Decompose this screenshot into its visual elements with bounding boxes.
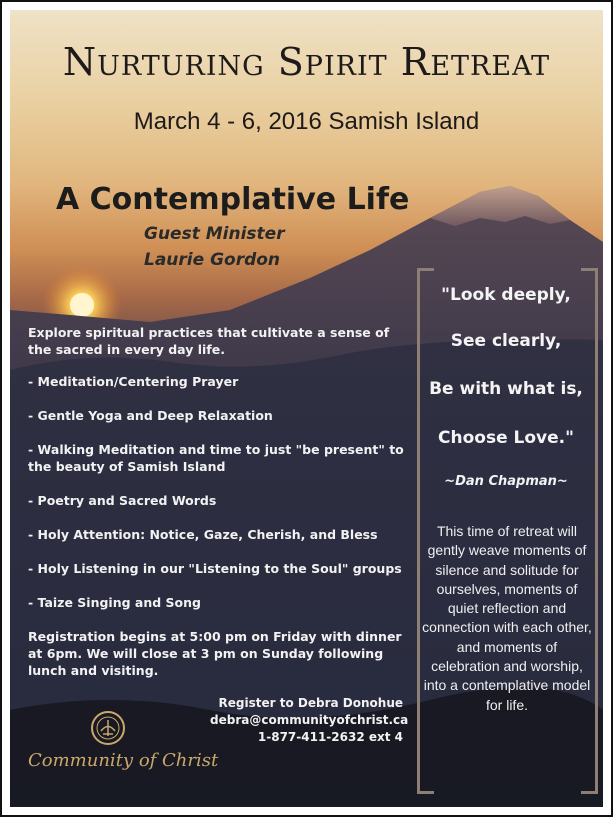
quote-line: "Look deeply, <box>441 285 571 305</box>
quote-line: See clearly, <box>450 331 562 351</box>
sun <box>70 293 94 317</box>
practice-item: - Gentle Yoga and Deep Relaxation <box>28 408 273 423</box>
retreat-poster <box>10 10 603 807</box>
practice-item: - Meditation/Centering Prayer <box>28 374 239 389</box>
register-contact <box>210 695 409 746</box>
guest-name: Laurie Gordon <box>144 250 281 270</box>
poster-heading: A Contemplative Life <box>56 182 410 217</box>
register-email: debra@communityofchrist.ca <box>210 713 409 727</box>
practice-item: - Walking Meditation and time to just "be present" to the beauty of Samish Island <box>28 442 404 474</box>
community-of-christ-seal-icon <box>90 710 126 746</box>
quote-line: Be with what is, <box>429 379 583 399</box>
quote-author: ~Dan Chapman~ <box>444 474 568 489</box>
guest-role: Guest Minister <box>144 224 285 244</box>
intro-text: Explore spiritual practices that cultivate a sense of the sacred in every day life. <box>28 325 390 357</box>
practice-item: - Holy Attention: Notice, Gaze, Cherish, and Bless <box>28 527 378 542</box>
community-of-christ-logo: Community of Christ <box>28 750 219 771</box>
registration-info: Registration begins at 5:00 pm on Friday with dinner at 6pm. We will close at 3 pm on Sunday following lunch and visiting. <box>28 629 402 678</box>
retreat-description: This time of retreat will gently weave moments of silence and solitude for ourselves, moments of quiet reflection and connection with each other, and moments of celebration and worship, into a contemplative model for life. <box>422 523 592 713</box>
practice-item: - Poetry and Sacred Words <box>28 493 217 508</box>
event-dates-location: March 4 - 6, 2016 Samish Island <box>133 108 480 135</box>
practice-item: - Taize Singing and Song <box>28 595 201 610</box>
register-phone: 1-877-411-2632 ext 4 <box>257 730 403 744</box>
practice-item: - Holy Listening in our "Listening to the Soul" groups <box>28 561 402 576</box>
register-name: Register to Debra Donohue <box>218 696 403 710</box>
poster-title: Nurturing Spirit Retreat <box>62 40 551 84</box>
quote-line: Choose Love." <box>438 428 574 448</box>
mountain-peak <box>430 186 570 226</box>
